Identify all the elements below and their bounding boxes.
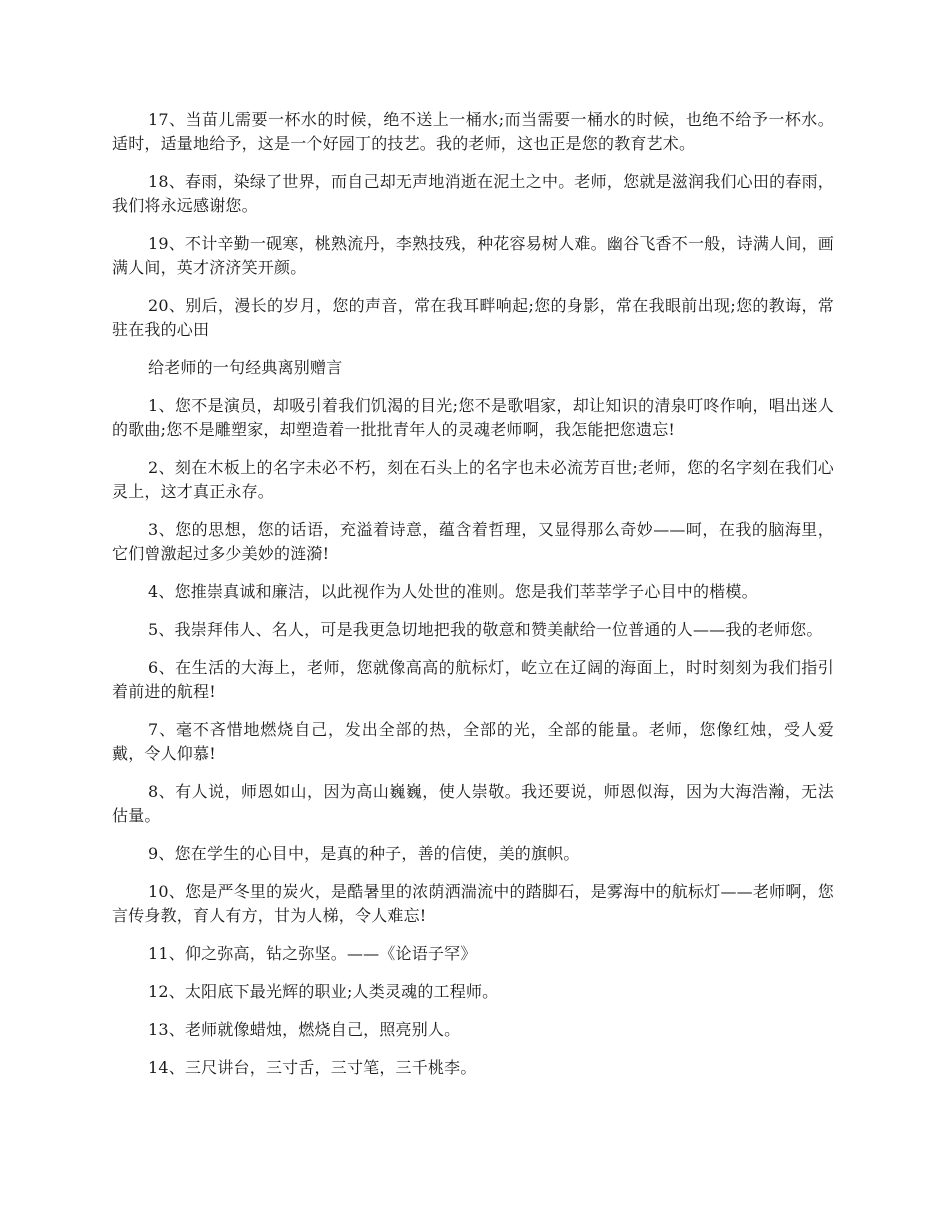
paragraph-17: 17、当苗儿需要一杯水的时候，绝不送上一桶水;而当需要一桶水的时候，也绝不给予一杯水。适时，适量地给予，这是一个好园丁的技艺。我的老师，这也正是您的教育艺术。 — [112, 110, 834, 153]
paragraph-10: 10、您是严冬里的炭火，是酷暑里的浓荫洒湍流中的踏脚石，是雾海中的航标灯——老师啊，您言传身教，育人有方，甘为人梯，令人难忘! — [112, 882, 834, 925]
paragraph-13: 13、老师就像蜡烛，燃烧自己，照亮别人。 — [148, 1020, 461, 1039]
paragraph-19: 19、不计辛勤一砚寒，桃熟流丹，李熟技残，种花容易树人难。幽谷飞香不一般，诗满人间，画满人间，英才济济笑开颜。 — [112, 234, 834, 277]
paragraph-3: 3、您的思想，您的话语，充溢着诗意，蕴含着哲理，又显得那么奇妙——呵，在我的脑海里，它们曾激起过多少美妙的涟漪! — [112, 520, 834, 563]
paragraph-11: 11、仰之弥高，钻之弥坚。——《论语子罕》 — [148, 944, 477, 963]
paragraph-4: 4、您推崇真诚和廉洁，以此视作为人处世的准则。您是我们莘莘学子心目中的楷模。 — [148, 582, 758, 601]
paragraph-12: 12、太阳底下最光辉的职业;人类灵魂的工程师。 — [148, 982, 499, 1001]
paragraph-8: 8、有人说，师恩如山，因为高山巍巍，使人崇敬。我还要说，师恩似海，因为大海浩瀚，无法估量。 — [112, 782, 834, 825]
paragraph-6: 6、在生活的大海上，老师，您就像高高的航标灯，屹立在辽阔的海面上，时时刻刻为我们指引着前进的航程! — [112, 658, 834, 701]
paragraph-7: 7、毫不吝惜地燃烧自己，发出全部的热，全部的光，全部的能量。老师，您像红烛，受人爱戴，令人仰慕! — [112, 720, 834, 763]
paragraph-9: 9、您在学生的心目中，是真的种子，善的信使，美的旗帜。 — [148, 844, 580, 863]
paragraph-1: 1、您不是演员，却吸引着我们饥渴的目光;您不是歌唱家，却让知识的清泉叮咚作响，唱出迷人的歌曲;您不是雕塑家，却塑造着一批批青年人的灵魂老师啊，我怎能把您遗忘! — [112, 396, 834, 439]
paragraph-18: 18、春雨，染绿了世界，而自己却无声地消逝在泥土之中。老师，您就是滋润我们心田的春雨，我们将永远感谢您。 — [112, 172, 834, 215]
section-heading: 给老师的一句经典离别赠言 — [148, 358, 343, 377]
paragraph-2: 2、刻在木板上的名字未必不朽，刻在石头上的名字也未必流芳百世;老师，您的名字刻在我们心灵上，这才真正永存。 — [112, 458, 834, 501]
paragraph-20: 20、别后，漫长的岁月，您的声音，常在我耳畔响起;您的身影，常在我眼前出现;您的教诲，常驻在我的心田 — [112, 296, 834, 339]
paragraph-5: 5、我崇拜伟人、名人，可是我更急切地把我的敬意和赞美献给一位普通的人——我的老师您。 — [148, 620, 823, 639]
paragraph-14: 14、三尺讲台，三寸舌，三寸笔，三千桃李。 — [148, 1058, 477, 1077]
document-body — [112, 108, 834, 1094]
